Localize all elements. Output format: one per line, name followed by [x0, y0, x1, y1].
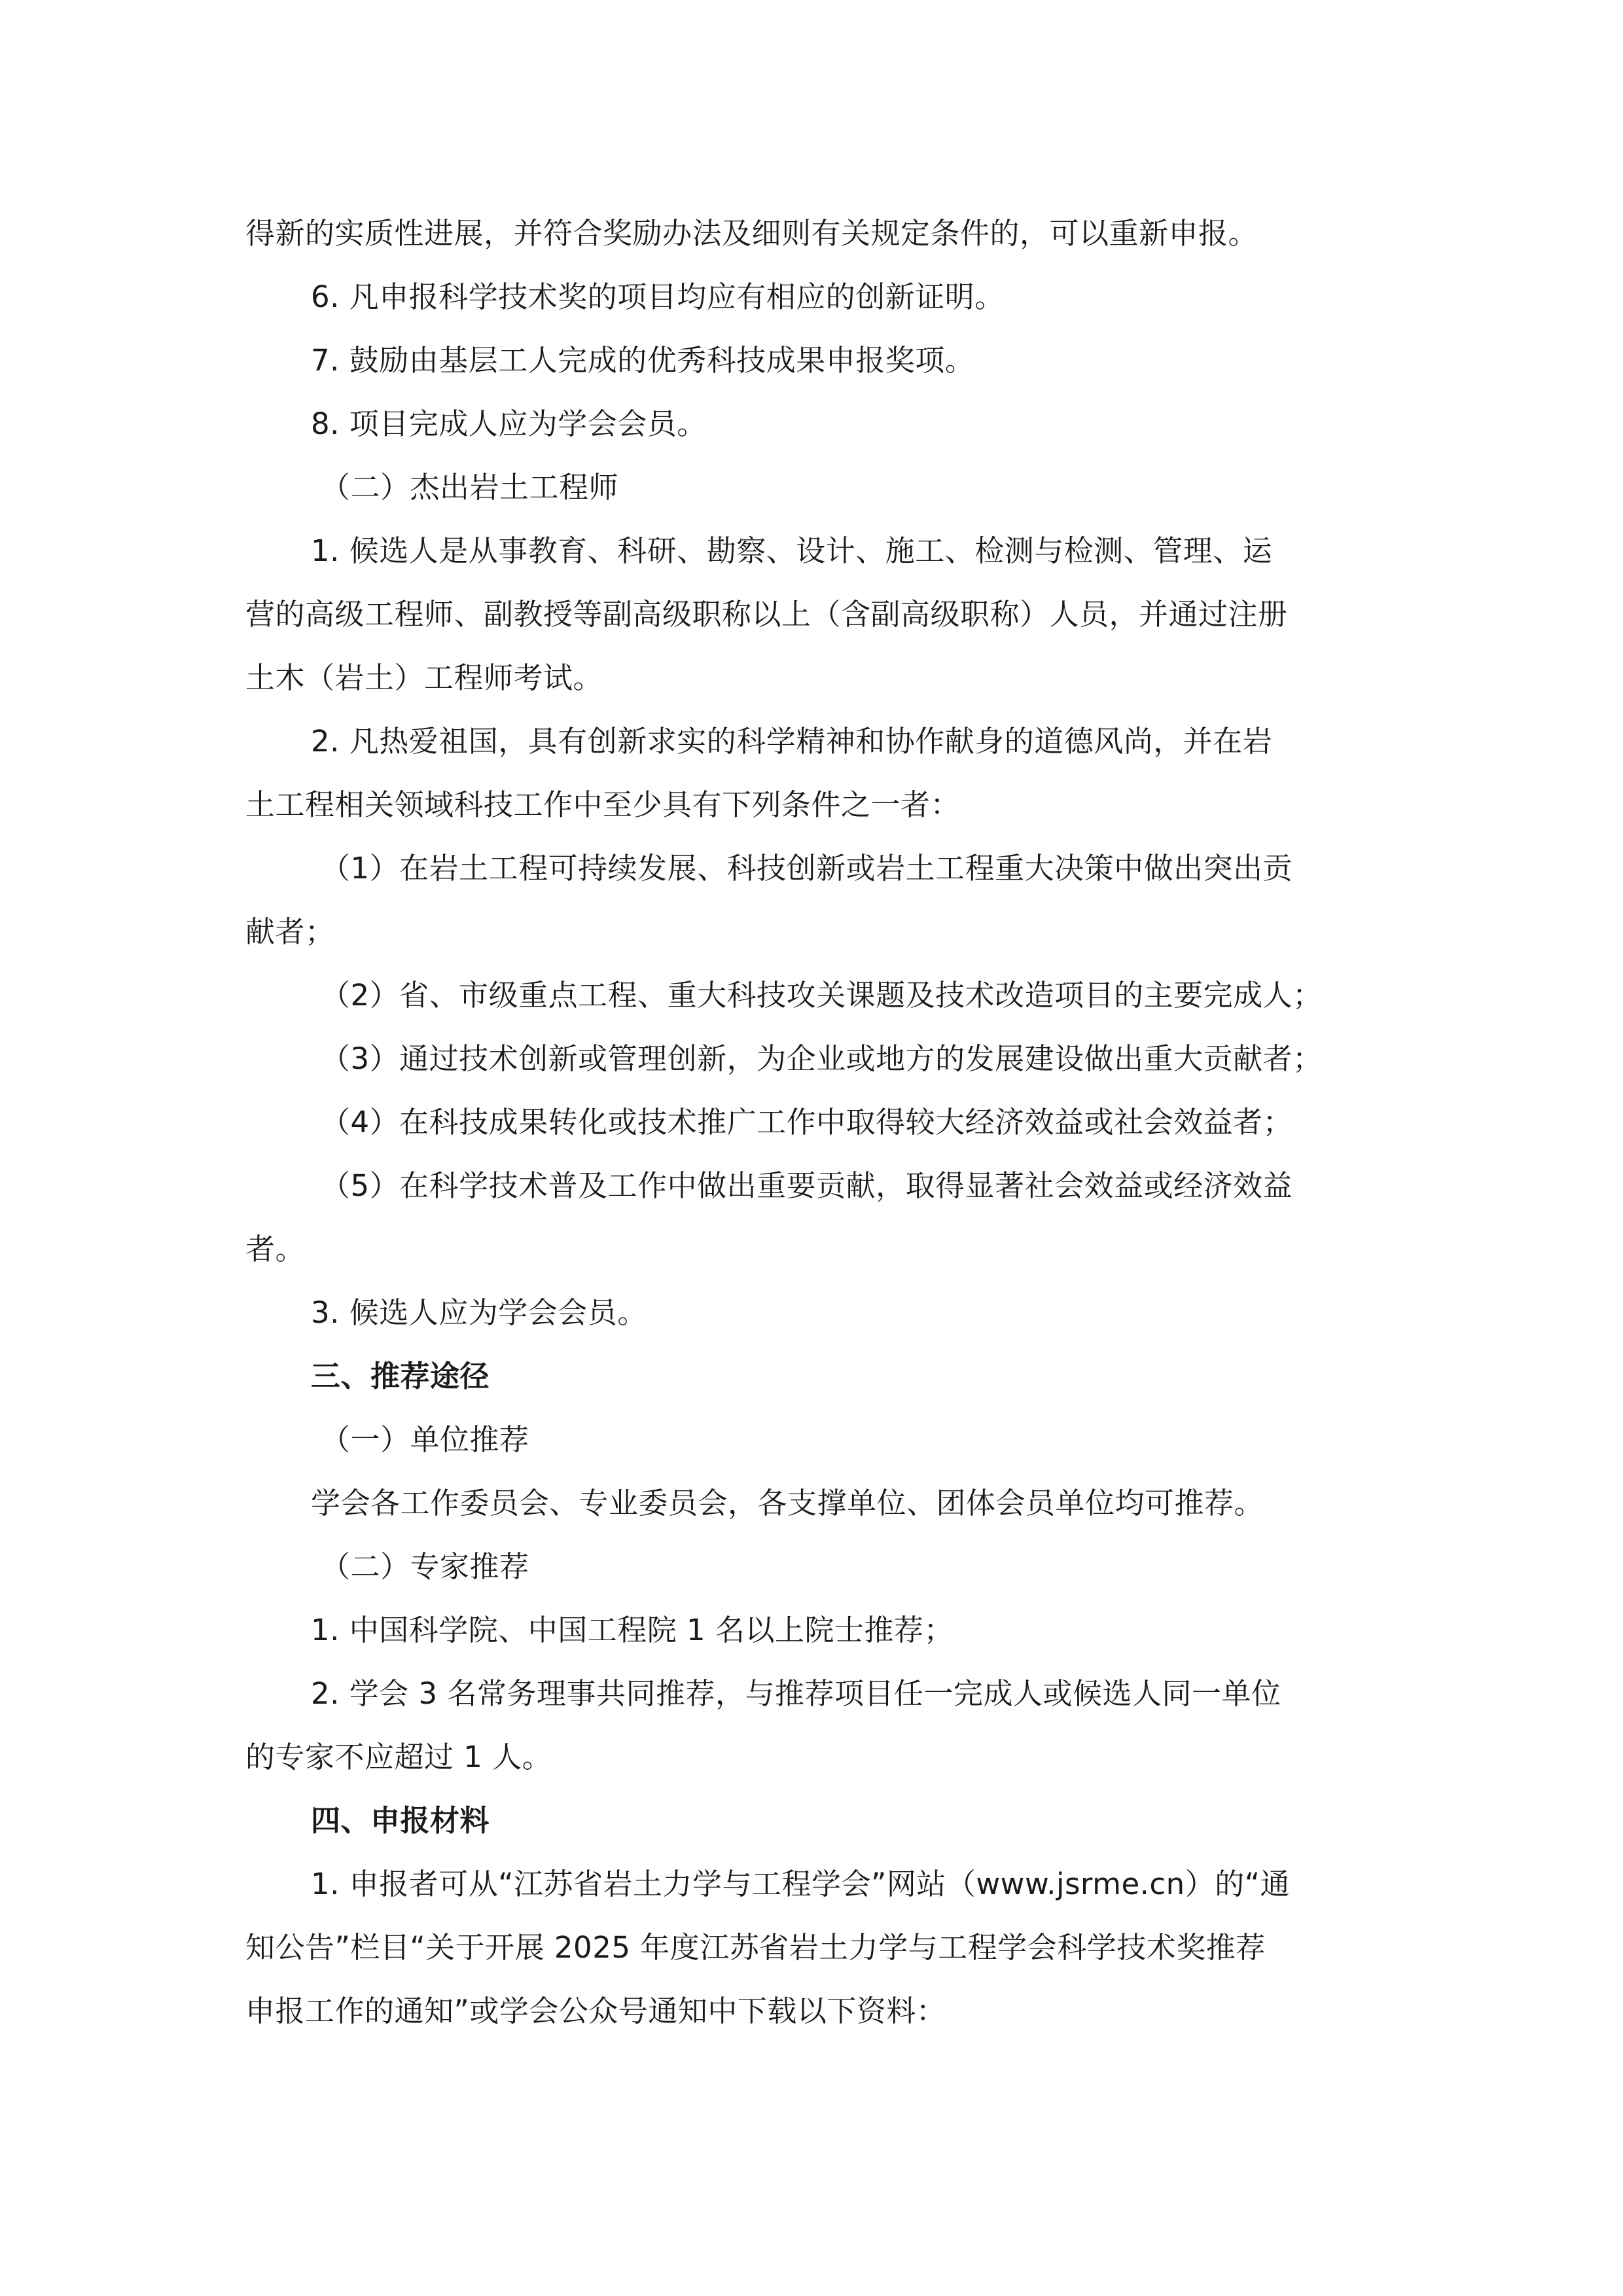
section-subheading: （二）专家推荐: [321, 1549, 529, 1584]
text-line: 土工程相关领域科技工作中至少具有下列条件之一者：: [245, 787, 961, 822]
text-line: 学会各工作委员会、专业委员会，各支撑单位、团体会员单位均可推荐。: [311, 1486, 1264, 1520]
text-line: 土木（岩土）工程师考试。: [245, 660, 603, 695]
section-subheading: （二）杰出岩土工程师: [321, 470, 619, 505]
section-heading: 四、申报材料: [311, 1803, 490, 1838]
text-line: 的专家不应超过 1 人。: [245, 1740, 552, 1774]
text-line: （4）在科技成果转化或技术推广工作中取得较大经济效益或社会效益者；: [321, 1105, 1293, 1139]
text-line: 7. 鼓励由基层工人完成的优秀科技成果申报奖项。: [311, 343, 975, 378]
text-line: （3）通过技术创新或管理创新，为企业或地方的发展建设做出重大贡献者；: [321, 1041, 1323, 1076]
text-line: 1. 中国科学院、中国工程院 1 名以上院士推荐；: [311, 1613, 954, 1647]
text-line: （2）省、市级重点工程、重大科技攻关课题及技术改造项目的主要完成人；: [321, 978, 1323, 1013]
text-line: 营的高级工程师、副教授等副高级职称以上（含副高级职称）人员，并通过注册: [245, 597, 1288, 632]
text-line: 8. 项目完成人应为学会会员。: [311, 406, 707, 441]
section-subheading: （一）单位推荐: [321, 1422, 529, 1457]
text-line: 2. 学会 3 名常务理事共同推荐，与推荐项目任一完成人或候选人同一单位: [311, 1676, 1281, 1711]
text-line: 者。: [245, 1232, 306, 1266]
text-line: 1. 候选人是从事教育、科研、勘察、设计、施工、检测与检测、管理、运: [311, 533, 1273, 568]
text-line: 献者；: [245, 914, 335, 949]
text-line: 申报工作的通知”或学会公众号通知中下载以下资料：: [245, 1994, 946, 2028]
text-line: 2. 凡热爱祖国，具有创新求实的科学精神和协作献身的道德风尚，并在岩: [311, 724, 1273, 759]
text-line: 1. 申报者可从“江苏省岩土力学与工程学会”网站（www.jsrme.cn）的“通: [311, 1867, 1291, 1901]
text-line: 得新的实质性进展，并符合奖励办法及细则有关规定条件的，可以重新申报。: [245, 216, 1258, 251]
text-line: （5）在科学技术普及工作中做出重要贡献，取得显著社会效益或经济效益: [321, 1168, 1293, 1203]
text-line: 6. 凡申报科学技术奖的项目均应有相应的创新证明。: [311, 279, 1005, 314]
text-line: 知公告”栏目“关于开展 2025 年度江苏省岩土力学与工程学会科学技术奖推荐: [245, 1930, 1266, 1965]
text-line: 3. 候选人应为学会会员。: [311, 1295, 647, 1330]
text-line: （1）在岩土工程可持续发展、科技创新或岩土工程重大决策中做出突出贡: [321, 851, 1293, 886]
section-heading: 三、推荐途径: [311, 1359, 490, 1393]
